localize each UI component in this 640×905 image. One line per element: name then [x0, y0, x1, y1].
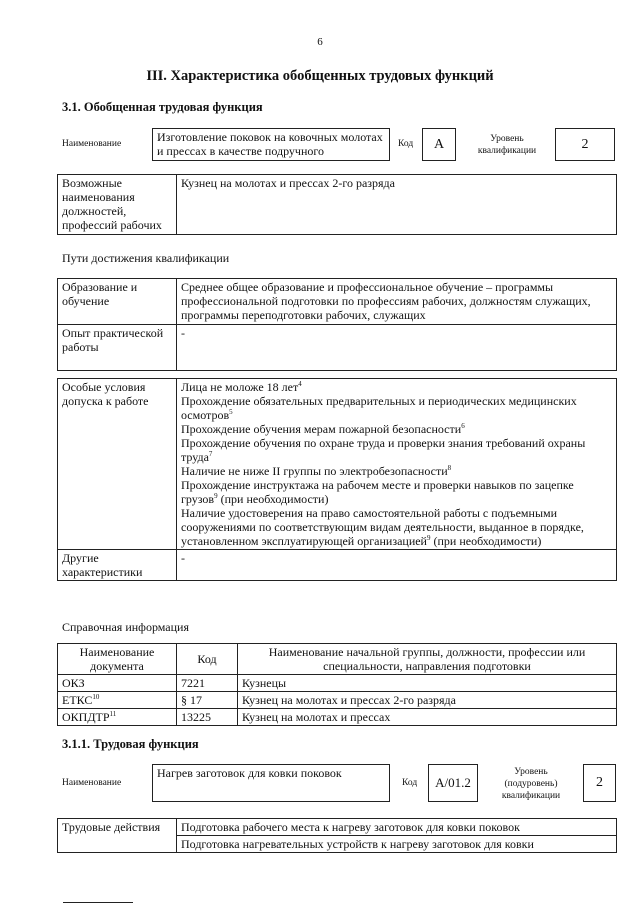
footnote-ref: 11	[109, 710, 117, 718]
condition-item	[181, 478, 612, 506]
ref-doc	[58, 692, 177, 709]
footnote-ref: 8	[447, 464, 452, 472]
positions-label: Возможные наименования должностей, профессий рабочих	[58, 175, 177, 235]
condition-item	[181, 506, 612, 548]
table-row	[58, 709, 617, 726]
gtf-name-label: Наименование	[62, 139, 122, 149]
ref-code: 7221	[177, 675, 238, 692]
action-item: Подготовка рабочего места к нагреву заготовок для ковки поковок	[177, 819, 617, 836]
gtf-name-value: Изготовление поковок на ковочных молотах и прессах в качестве подручного	[152, 128, 390, 161]
experience-label: Опыт практической работы	[58, 325, 177, 371]
actions-table	[57, 818, 617, 853]
table-row	[58, 675, 617, 692]
condition-text: Лица не моложе 18 лет	[181, 380, 299, 394]
condition-text: Наличие удостоверения на право самостоятельной работы с подъемными сооружениями по соответствующим видам деятельности, выданное в порядке, установленном эксплуатирующей организацией	[181, 506, 584, 548]
ref-name: Кузнец на молотах и прессах	[238, 709, 617, 726]
footnote-ref: 4	[298, 380, 302, 388]
ref-col-code: Код	[177, 644, 238, 675]
reference-heading: Справочная информация	[62, 620, 189, 634]
positions-table	[57, 174, 617, 235]
condition-item	[181, 380, 612, 394]
education-value: Среднее общее образование и профессиональное обучение – программы профессиональной подготовки по профессиям рабочих, должностям служащих, программы переподготовки рабочих, служащих	[177, 279, 617, 325]
condition-text: Прохождение обучения по охране труда и проверки знания требований охраны труда	[181, 436, 586, 464]
other-label: Другие характеристики	[58, 550, 177, 581]
footnote-ref: 9	[214, 492, 218, 500]
ref-doc-text: ОКПДТР	[62, 710, 110, 724]
conditions-label: Особые условия допуска к работе	[58, 379, 177, 550]
footnote-ref: 7	[208, 450, 213, 458]
condition-text: Наличие не ниже II группы по электробезопасности	[181, 464, 448, 478]
tf-heading: 3.1.1. Трудовая функция	[62, 737, 199, 751]
tf-name-label: Наименование	[62, 778, 122, 788]
footnote-ref: 9	[426, 534, 431, 542]
footnote-divider	[63, 902, 133, 903]
condition-item	[181, 422, 612, 436]
section-title: III. Характеристика обобщенных трудовых функций	[146, 68, 494, 84]
conditions-list	[177, 379, 617, 550]
gtf-level-value: 2	[555, 128, 615, 161]
ref-doc-text: ЕТКС	[62, 693, 93, 707]
tf-level-value: 2	[583, 764, 616, 802]
other-value: -	[177, 550, 617, 581]
actions-label: Трудовые действия	[58, 819, 177, 853]
ref-doc	[58, 709, 177, 726]
tf-name-value: Нагрев заготовок для ковки поковок	[152, 764, 390, 802]
ref-code: 13225	[177, 709, 238, 726]
gtf-heading: 3.1. Обобщенная трудовая функция	[62, 100, 263, 114]
ref-doc-text: ОКЗ	[62, 676, 85, 690]
ref-col-name: Наименование начальной группы, должности, профессии или специальности, направления подготовки	[238, 644, 617, 675]
condition-text: Прохождение обязательных предварительных и периодических медицинских осмотров	[181, 394, 577, 422]
condition-tail: (при необходимости)	[217, 492, 329, 506]
tf-code-label: Код	[402, 778, 418, 788]
tf-code-value: А/01.2	[428, 764, 478, 802]
footnote-ref: 6	[461, 422, 465, 430]
table-row	[58, 692, 617, 709]
tf-level-label: Уровень (подуровень) квалификации	[501, 767, 561, 801]
ref-code: § 17	[177, 692, 238, 709]
ref-doc	[58, 675, 177, 692]
experience-value: -	[177, 325, 617, 371]
gtf-code-label: Код	[398, 139, 414, 149]
condition-item	[181, 464, 612, 478]
footnote-ref: 10	[92, 693, 100, 701]
action-item: Подготовка нагревательных устройств к нагреву заготовок для ковки	[177, 836, 617, 853]
ref-name: Кузнец на молотах и прессах 2-го разряда	[238, 692, 617, 709]
reference-table	[57, 643, 617, 726]
gtf-level-label: Уровень квалификации	[477, 134, 537, 156]
paths-heading: Пути достижения квалификации	[62, 251, 230, 265]
condition-text: Прохождение инструктажа на рабочем месте и проверки навыков по зацепке грузов	[181, 478, 574, 506]
page-number: 6	[317, 36, 323, 48]
ref-col-doc: Наименование документа	[58, 644, 177, 675]
ref-name: Кузнецы	[238, 675, 617, 692]
condition-item	[181, 436, 612, 464]
gtf-code-value: А	[422, 128, 456, 161]
education-table	[57, 278, 617, 371]
condition-tail: (при необходимости)	[430, 534, 542, 548]
education-label: Образование и обучение	[58, 279, 177, 325]
condition-item	[181, 394, 612, 422]
positions-value: Кузнец на молотах и прессах 2-го разряда	[177, 175, 617, 235]
table-row	[58, 819, 617, 836]
condition-text: Прохождение обучения мерам пожарной безопасности	[181, 422, 462, 436]
footnote-ref: 5	[229, 408, 233, 416]
conditions-table	[57, 378, 617, 581]
